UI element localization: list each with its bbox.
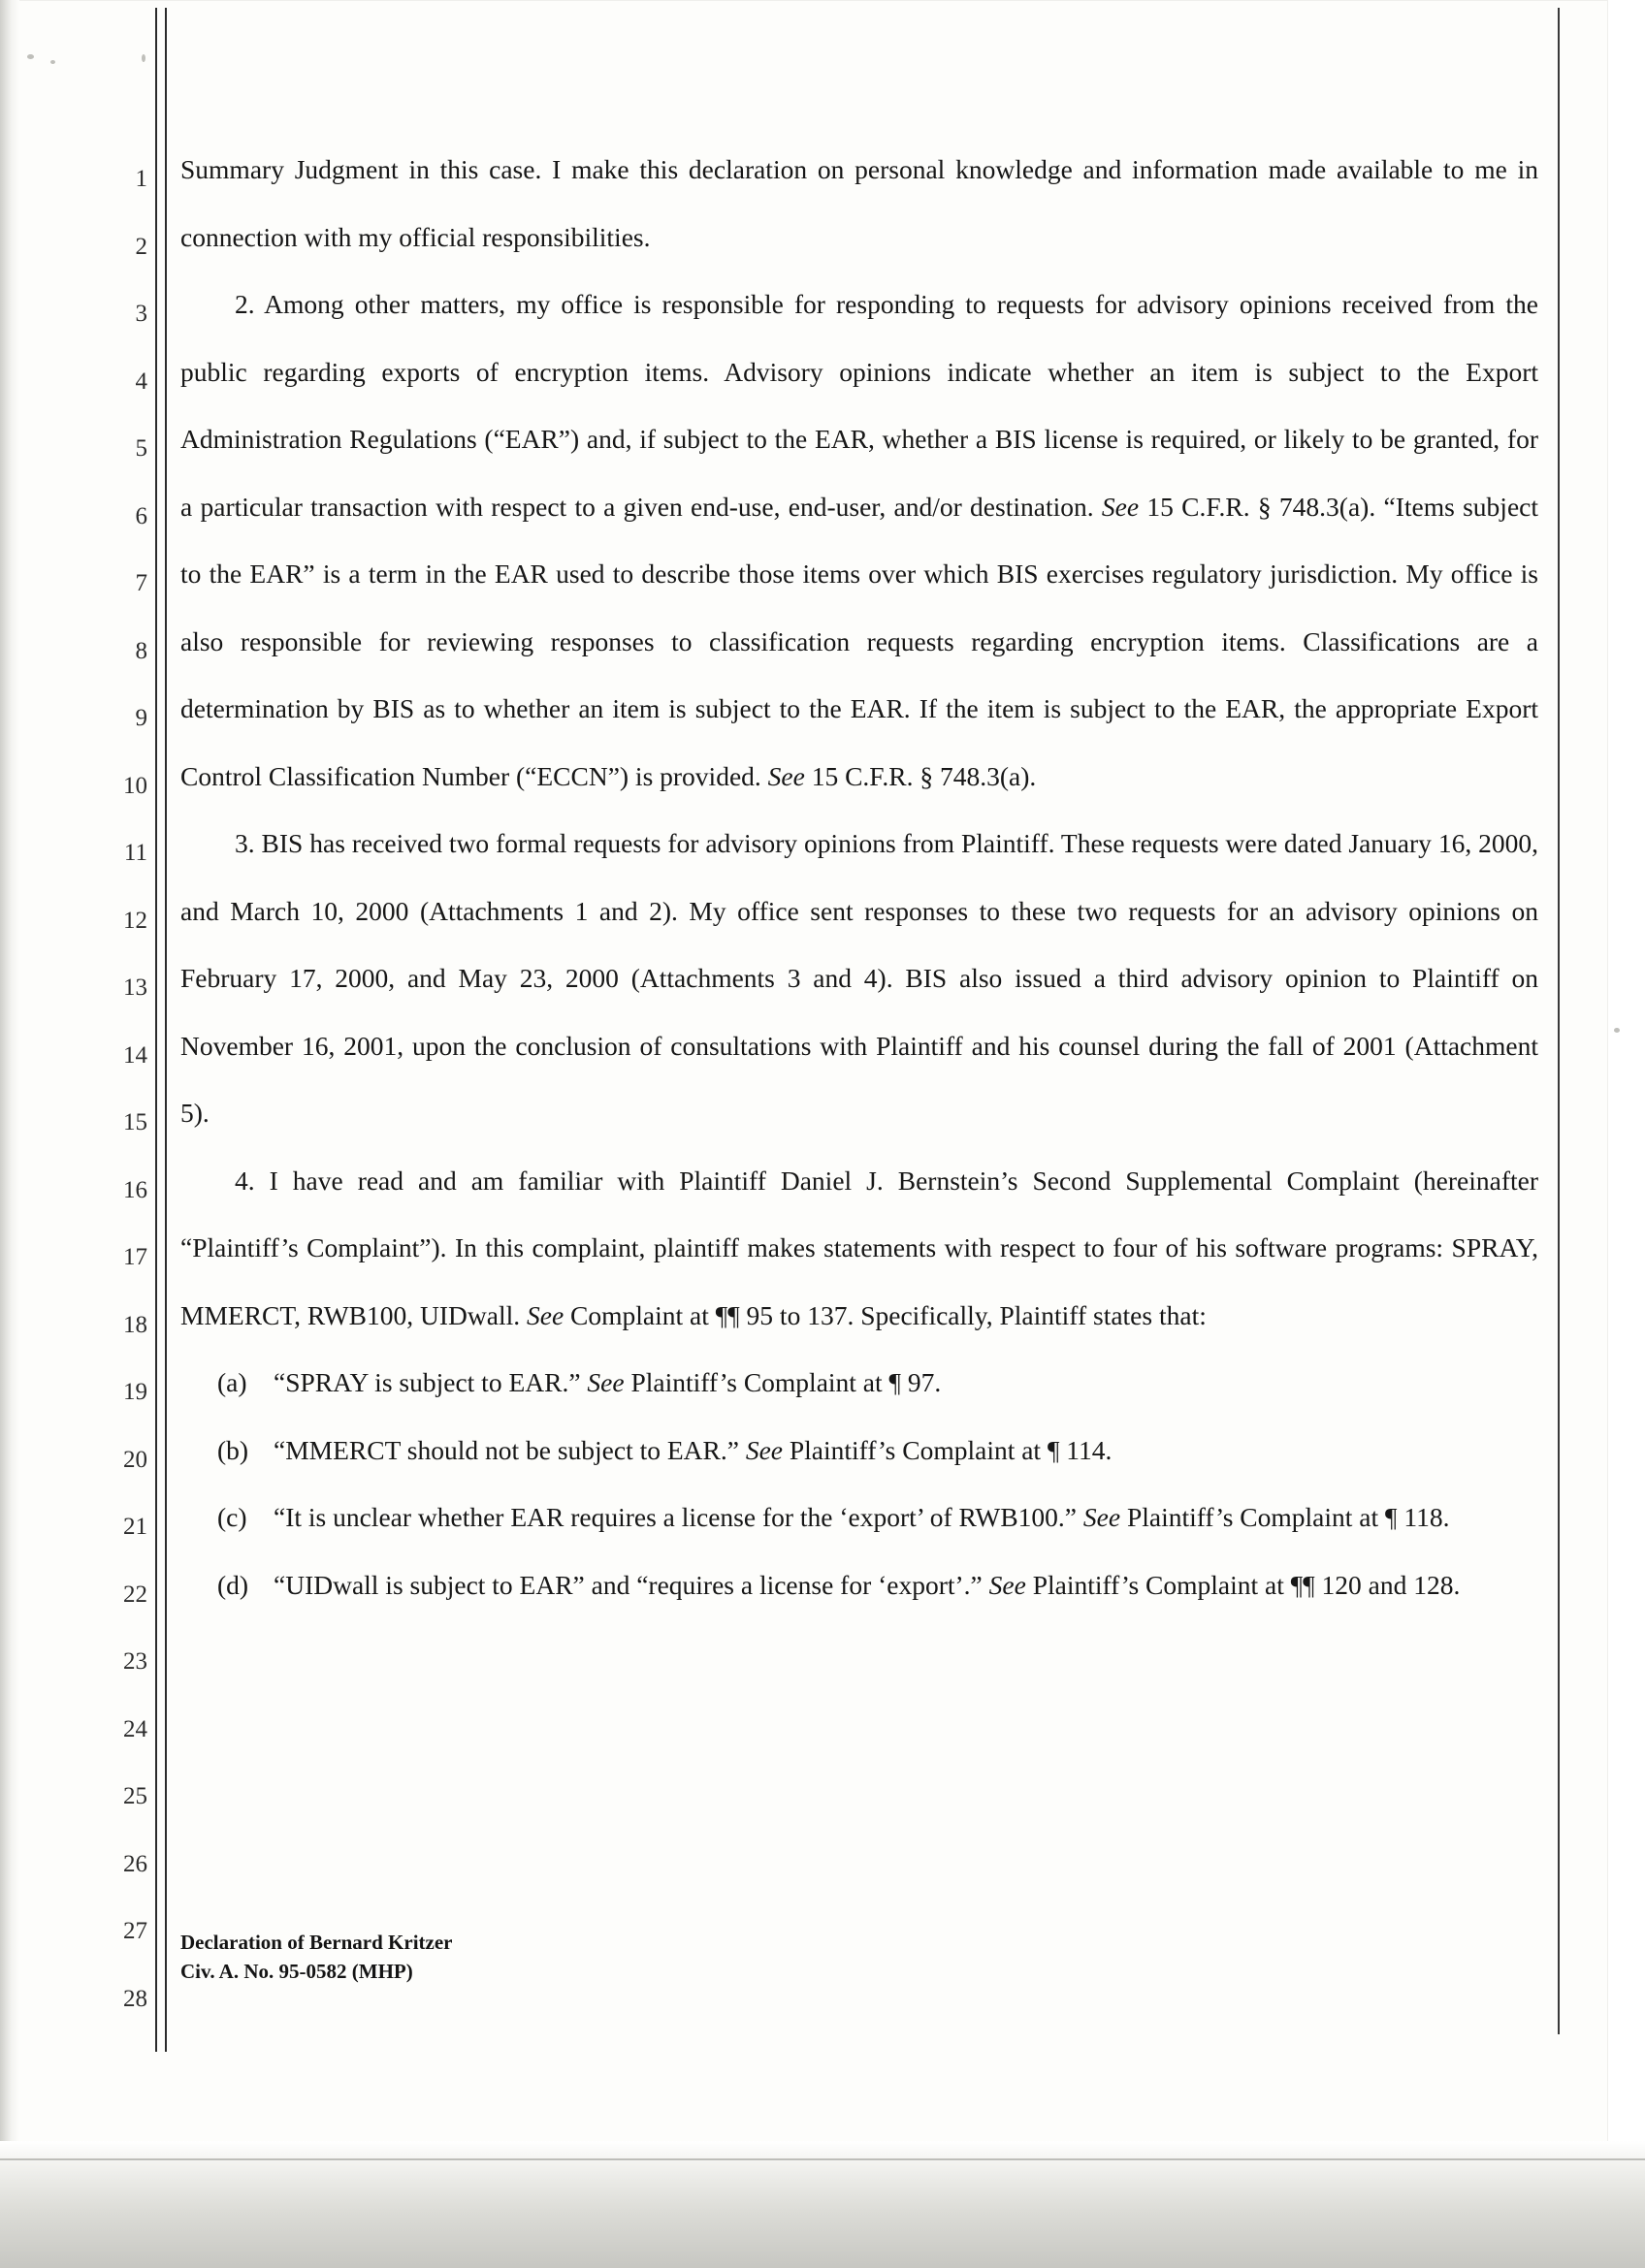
line-number: 23: [123, 1648, 147, 1675]
line-number: 25: [123, 1783, 147, 1809]
line-number: 2: [135, 233, 147, 260]
list-item-text: “UIDwall is subject to EAR” and “requires a license for ‘export’.” See Plaintiff’s Complaint at ¶¶ 120 and 128.: [274, 1569, 1461, 1600]
line-number: 20: [123, 1446, 147, 1473]
scan-speck: [1614, 1028, 1620, 1033]
paragraph-continuation: Summary Judgment in this case. I make this declaration on personal knowledge and information made available to me in connection with my official responsibilities.: [180, 154, 1538, 252]
list-item-label: (a): [217, 1367, 247, 1397]
line-number: 28: [123, 1985, 147, 2012]
line-number: 15: [123, 1109, 147, 1135]
footer-line-1: Declaration of Bernard Kritzer: [180, 1931, 453, 1954]
scan-speck: [50, 60, 55, 64]
lettered-sub-list: [180, 1349, 1538, 1618]
list-item-text: “It is unclear whether EAR requires a license for the ‘export’ of RWB100.” See Plaintiff’s Complaint at ¶ 118.: [274, 1502, 1450, 1532]
line-number: 16: [123, 1176, 147, 1203]
line-number: 19: [123, 1379, 147, 1405]
line-number: 27: [123, 1918, 147, 1944]
paragraph-4: 4. I have read and am familiar with Plaintiff Daniel J. Bernstein’s Second Supplemental Complaint (hereinafter “Plaintiff’s Complaint”). In this complaint, plaintiff makes statements with respect to four of his software programs: SPRAY, MMERCT, RWB100, UIDwall. See Complaint at ¶¶ 95 to 137. Specifically, Plaintiff states that:: [180, 1165, 1538, 1330]
paragraph-2: 2. Among other matters, my office is responsible for responding to requests for advisory opinions received from the public regarding exports of encryption items. Advisory opinions indicate whether an item is subject to the Export Administration Regulations (“EAR”) and, if subject to the EAR, whether a BIS license is required, or likely to be granted, for a particular transaction with respect to a given end-use, end-user, and/or destination. See 15 C.F.R. § 748.3(a). “Items subject to the EAR” is a term in the EAR used to describe those items over which BIS exercises regulatory jurisdiction. My office is also responsible for reviewing responses to classification requests regarding encryption items. Classifications are a determination by BIS as to whether an item is subject to the EAR. If the item is subject to the EAR, the appropriate Export Control Classification Number (“ECCN”) is provided. See 15 C.F.R. § 748.3(a).: [180, 289, 1538, 791]
line-number: 18: [123, 1311, 147, 1338]
line-number: 12: [123, 907, 147, 934]
scan-speck: [27, 54, 34, 59]
scan-left-edge: [0, 0, 19, 2141]
line-number: 7: [135, 570, 147, 596]
list-item: [180, 1349, 1538, 1417]
list-item-label: (b): [217, 1434, 249, 1465]
list-item-text: “MMERCT should not be subject to EAR.” See Plaintiff’s Complaint at ¶ 114.: [274, 1434, 1113, 1465]
list-item-label: (c): [217, 1502, 247, 1532]
footer-line-2: Civ. A. No. 95-0582 (MHP): [180, 1960, 413, 1983]
line-number: 5: [135, 435, 147, 462]
line-number: 4: [135, 367, 147, 395]
pleading-rule-left-inner: [155, 8, 157, 2052]
line-number: 8: [135, 637, 147, 664]
scan-speck: [142, 54, 145, 62]
line-number-column: [105, 145, 147, 2032]
list-item-label: (d): [217, 1569, 249, 1600]
line-number: 6: [135, 502, 147, 529]
line-number: 10: [123, 772, 147, 799]
document-body: [180, 136, 1538, 1618]
list-item-text: “SPRAY is subject to EAR.” See Plaintiff’s Complaint at ¶ 97.: [274, 1367, 942, 1397]
list-item: [180, 1551, 1538, 1619]
pleading-rule-left-outer: [165, 8, 167, 2052]
line-number: 11: [123, 840, 147, 866]
list-item: [180, 1417, 1538, 1485]
line-number: 22: [123, 1581, 147, 1608]
list-item: [180, 1484, 1538, 1551]
page-footer: [180, 1928, 453, 1986]
scan-bottom-edge: [0, 2141, 1645, 2268]
line-number: 14: [123, 1041, 147, 1069]
pleading-rule-right: [1558, 8, 1560, 2034]
paragraph-3: 3. BIS has received two formal requests for advisory opinions from Plaintiff. These requests were dated January 16, 2000, and March 10, 2000 (Attachments 1 and 2). My office sent responses to these two requests for an advisory opinions on February 17, 2000, and May 23, 2000 (Attachments 3 and 4). BIS also issued a third advisory opinion to Plaintiff on November 16, 2001, upon the conclusion of consultations with Plaintiff and his counsel during the fall of 2001 (Attachment 5).: [180, 828, 1538, 1128]
line-number: 13: [123, 974, 147, 1001]
line-number: 3: [135, 301, 147, 327]
line-number: 1: [135, 166, 147, 192]
line-number: 17: [123, 1244, 147, 1270]
line-number: 26: [123, 1850, 147, 1877]
line-number: 21: [123, 1514, 147, 1540]
line-number: 9: [135, 705, 147, 731]
line-number: 24: [123, 1715, 147, 1742]
